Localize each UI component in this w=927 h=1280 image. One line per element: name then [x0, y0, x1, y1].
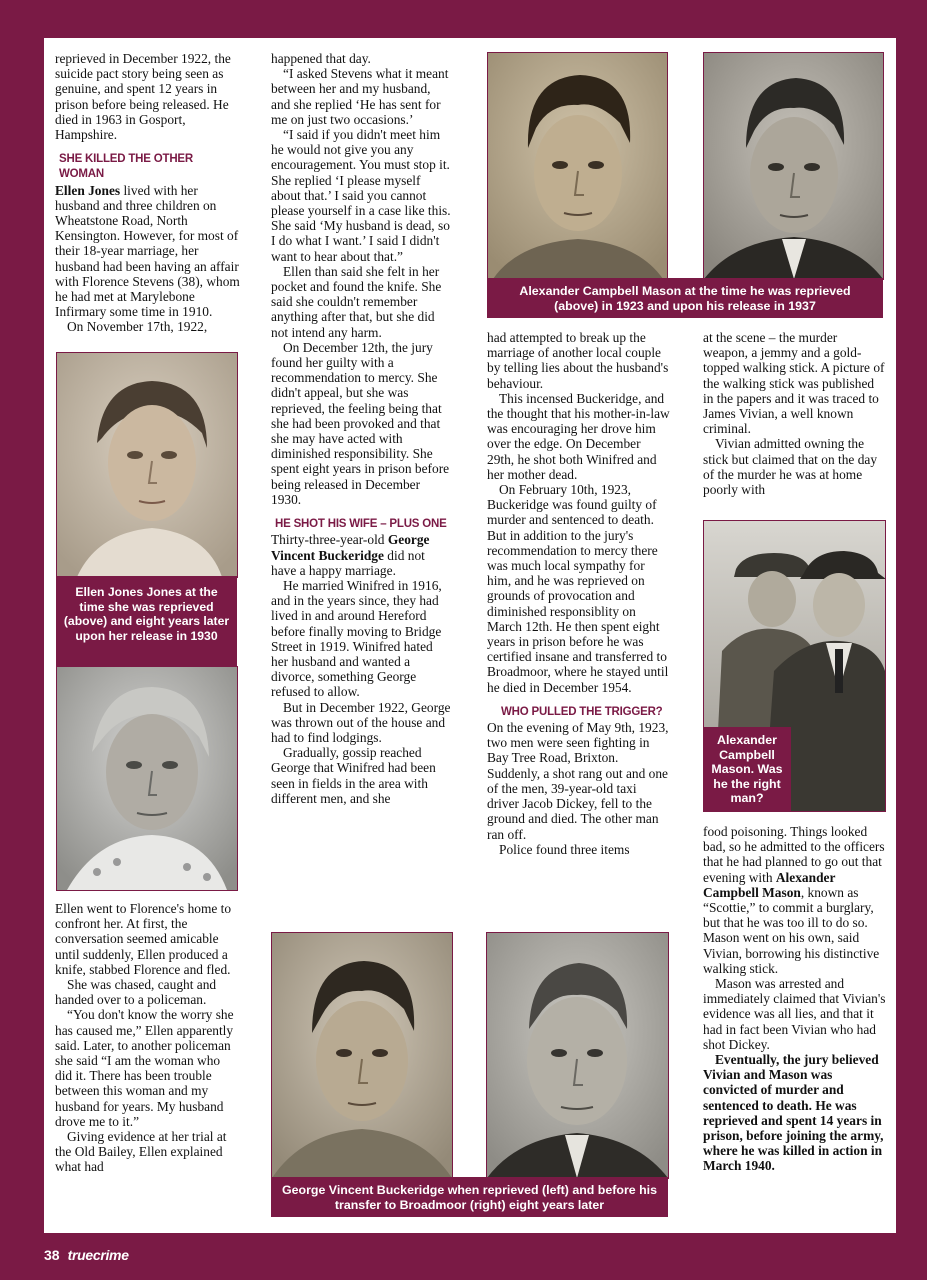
col4-paragraph-4: Mason was arrested and immediately claimed that Vivian's evidence was all lies, and that it had in fact been Vivian who had shot Dickey.: [703, 976, 886, 1052]
caption-mason-pair: Alexander Campbell Mason at the time he was reprieved (above) in 1923 and upon his release in 1937: [487, 278, 883, 318]
column-2: [271, 51, 453, 806]
name-alexander-mason: Alexander Campbell Mason: [703, 869, 836, 900]
caption-ellen-jones: Ellen Jones Jones at the time she was reprieved (above) and eight years later upon her release in 1930: [56, 576, 237, 666]
col4-paragraph-2: Vivian admitted owning the stick but claimed that on the day of the murder he was at home poorly with: [703, 436, 878, 498]
col1-paragraph-1: reprieved in December 1922, the suicide pact story being seen as genuine, and spent 12 years in prison before being released. He died in 1963 in Gosport, Hampshire.: [55, 51, 231, 143]
col2-paragraph-3: “I said if you didn't meet him he would not give you any encouragement. You must stop it. She replied ‘I please myself about that.’ I said you cannot please yourself in a case like this. She said ‘My husband is dead, so I do what I want.’ I said I didn't want to hear about that.”: [271, 127, 451, 264]
buckeridge-broadmoor-photo: [486, 932, 669, 1179]
col1-paragraph-3: On November 17th, 1922,: [67, 319, 208, 335]
col3-paragraph-1: had attempted to break up the marriage of another local couple by telling lies about the husband's behaviour.: [487, 330, 669, 391]
mason-1937-photo: [703, 52, 884, 280]
section-heading-she-killed: SHE KILLED THE OTHER WOMAN: [59, 153, 194, 181]
col2-paragraph-1: happened that day.: [271, 51, 371, 66]
col1-paragraph-6: “You don't know the worry she has caused me,” Ellen apparently said. Later, to another policeman she said “I am the woman who did it. There has been trouble between this woman and my husband for years. My husband drove me to it.”: [55, 1007, 234, 1129]
column-3: [487, 330, 671, 857]
caption-mason-arrest: Alexander Campbell Mason. Was he the right man?: [703, 727, 791, 811]
col2-paragraph-7: He married Winifred in 1916, and in the years since, they had lived in and around Hereford before finally moving to Bridge Street in 1919. Winifred hated her husband and wanted a divorce, something George refused to allow.: [271, 577, 442, 700]
magazine-name: truecrime: [67, 1247, 129, 1263]
col1-paragraph-4: Ellen went to Florence's home to confront her. At first, the conversation seemed amicable until suddenly, Ellen produced a knife, stabbed Florence and fled.: [55, 901, 232, 977]
col2-paragraph-9: Gradually, gossip reached George that Winifred had been seen in fields in the area with different men, and she: [271, 745, 436, 806]
col2-paragraph-6: Thirty-three-year-old George Vincent Buckeridge did not have a happy marriage.: [271, 532, 430, 578]
mason-1923-photo: [487, 52, 668, 280]
section-heading-he-shot: HE SHOT HIS WIFE – PLUS ONE: [275, 518, 447, 531]
column-4-top: [703, 330, 885, 497]
col3-paragraph-3: On February 10th, 1923, Buckeridge was found guilty of murder and sentenced to death. But in addition to the jury's recommendation to mercy there was much local sympathy for him, and he was reprieved on grounds of provocation and diminished responsiblity on March 12th. He then spent eight years in prison before he was certified insane and transferred to Broadmoor, where he stayed until he died in December 1954.: [487, 482, 669, 695]
column-1-bottom: [55, 901, 240, 1175]
column-1-top: [55, 51, 240, 335]
col4-paragraph-5: Eventually, the jury believed Vivian and Mason was convicted of murder and sentenced to death. He was reprieved and spent 14 years in prison, before joining the army, where he was killed in action in March 1940.: [703, 1052, 884, 1174]
col2-paragraph-5: On December 12th, the jury found her guilty with a recommendation to mercy. She didn't appeal, but she was reprieved, the feeling being that she had been provoked and that she may have acted with diminished responsibility. She spent eight years in prison before being released in December 1930.: [271, 339, 450, 507]
buckeridge-reprieve-photo: [271, 932, 453, 1179]
ellen-jones-1930-photo: [56, 666, 238, 891]
col4-paragraph-1: at the scene – the murder weapon, a jemmy and a gold-topped walking stick. A picture of the walking stick was published in the papers and it was traced to James Vivian, a well known criminal.: [703, 330, 885, 437]
name-george-buckeridge: George Vincent Buckeridge: [271, 532, 430, 563]
ellen-jones-1922-photo: [56, 352, 238, 578]
col3-paragraph-5: Police found three items: [499, 841, 630, 857]
col1-paragraph-2: Ellen Jones lived with her husband and three children on Wheatstone Road, North Kensington. However, for most of their 18-year marriage, her husband had been having an affair with Florence Stevens (38), whom he had met at Marylebone Infirmary some time in 1910.: [55, 182, 240, 320]
page-footer: [44, 1247, 129, 1263]
column-4-bottom: [703, 824, 887, 1174]
col3-paragraph-4: On the evening of May 9th, 1923, two men were seen fighting in Bay Tree Road, Brixton. Suddenly, a shot rang out and one of the men, 39-year-old taxi driver Jacob Dickey, fell to the ground and died. The other man ran off.: [487, 720, 669, 842]
col4-paragraph-3: food poisoning. Things looked bad, so he admitted to the officers that he had planned to go out that evening with Alexander Campbell Mason, known as “Scottie,” to commit a burglary, but that he was too ill to do so. Mason went on his own, said Vivian, borrowing his distinctive walking stick.: [703, 824, 885, 976]
col2-paragraph-2: “I asked Stevens what it meant between her and my husband, and she replied ‘He has sent for me on just two occasions.’: [271, 66, 449, 127]
page-number: 38: [44, 1247, 60, 1263]
col1-paragraph-5: She was chased, caught and handed over to a policeman.: [55, 977, 217, 1008]
col1-paragraph-7: Giving evidence at her trial at the Old Bailey, Ellen explained what had: [55, 1129, 227, 1175]
col2-paragraph-8: But in December 1922, George was thrown out of the house and had to find lodgings.: [271, 699, 451, 745]
col2-paragraph-4: Ellen than said she felt in her pocket and found the knife. She said she couldn't remember anything after that, but she did not intend any harm.: [271, 263, 442, 340]
name-ellen-jones: Ellen Jones: [55, 182, 121, 198]
col3-paragraph-2: This incensed Buckeridge, and the thought that his mother-in-law was encouraging her drove him over the edge. On December 29th, he shot both Winifred and her mother dead.: [487, 390, 670, 482]
section-heading-who-pulled: WHO PULLED THE TRIGGER?: [501, 705, 663, 718]
caption-buckeridge: George Vincent Buckeridge when reprieved (left) and before his transfer to Broadmoor (right) eight years later: [271, 1177, 668, 1217]
